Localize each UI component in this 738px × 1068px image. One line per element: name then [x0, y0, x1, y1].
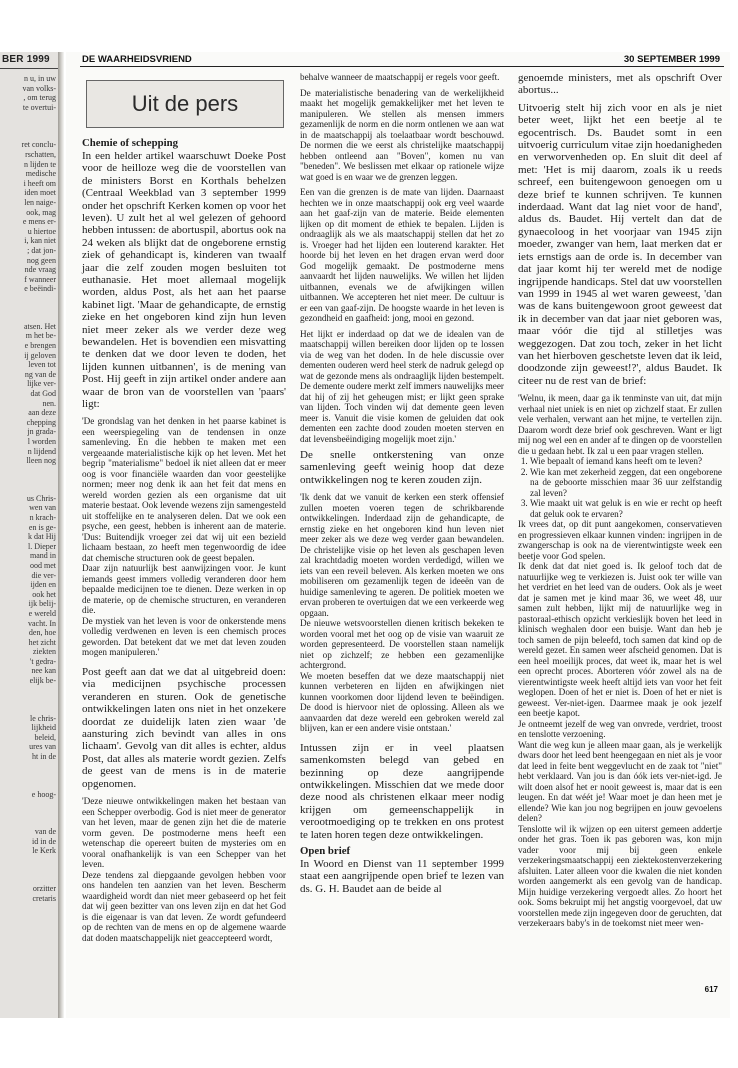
quote-paragraph: Het lijkt er inderdaad op dat we de idealen van de maatschappij willen bereiken door lijden op te lossen via de weg van het doden. In de hele discussie over dementen ouderen werd heel sterk de nadruk gelegd op wat de gezonde mens als ondraaglijk lijden bestempelt. De demente oudere merkt zelf immers nauwelijks meer dat hij of zij het geheugen mist; er lijkt geen sprake van lijden. Toch vinden wij dat demente geen leven meer is. Vanuit die visie komen de geluiden dat ook dementen een zachte dood zouden moeten sterven en dat levensbeëindiging mogelijk moet zijn.' — [300, 328, 504, 444]
previous-page-line: e mens er- — [22, 217, 56, 227]
intro-paragraph: In een helder artikel waarschuwt Doeke Post voor de heilloze weg die de voorstellen van de ministers Borst en Korthals behelzen (Centraal Weekblad van 3 september 1999 onder het opschrift Kerken komen op voor het leven). U zult het al wel gelezen of gehoord hebben intussen: de abortuspil, abortus ook na 24 weken als blijkt dat de ongeborene ernstig ziek of gehandicapt is, kinderen van twaalf jaar die zelf zouden mogen besluiten tot euthanasie. Het moet allemaal mogelijk worden, aldus Post, als het aan het paarse kabinet ligt. 'Maar de gehandicapte, de ernstig zieke en het ongeboren kind zijn hun leven niet meer zeker als we verder deze weg bewandelen. Het is bovendien een misvatting te denken dat we door leven te doden, het lijden kunnen uitbannen', is de mening van Post. Hij geeft in zijn artikel onder andere aan waar de bron van de voorstellen van 'paars' ligt: — [82, 149, 286, 411]
quote-paragraph: Deze tendens zal diepgaande gevolgen hebben voor ons handelen ten aanzien van het leven. Bescherm waardigheid wordt dan niet meer gebaseerd op het feit dat wij geen bezitter van ons leven zijn en dat het God is die eigenaar is van dat leven. Ze wordt gefundeerd op de rechten van de mens en op de algemene waarde dat doden maatschappelijk niet geaccepteerd wordt, — [82, 869, 286, 943]
previous-page-line: lijke ver- — [27, 379, 56, 389]
quote-paragraph: Want die weg kun je alleen maar gaan, als je werkelijk dwars door het leed bent heengegaan en niet als je voor dat leed in feite bent weggevlucht en de zaak tot "niet" hebt verklaard. Van jou is dan óók iets ver-niet-igd. Je wilt doen alsof het er nooit geweest is, maar dat is een leugen. En dat wéét je! Waar moet je dan heen met je ellende? Wie kan jou nog begrijpen en jouw gevoelens delen? — [518, 739, 722, 824]
previous-page-line: n u, in uw — [24, 74, 56, 83]
previous-page-line: us Chris- — [26, 493, 56, 503]
previous-page-line — [0, 762, 56, 790]
quote-paragraph: De nieuwe wetsvoorstellen dienen kritisch bekeken te worden vooral met het oog op de visie van waaruit ze worden gepresenteerd. De voorstellen staan namelijk niet op zichzelf; ze hebben een gezamenlijke achtergrond. — [300, 618, 504, 671]
previous-page-line: wen van — [29, 503, 56, 513]
previous-page-line: ures van — [29, 742, 56, 752]
quote-paragraph: Je ontneemt jezelf de weg van onvrede, verdriet, troost en tenslotte verzoening. — [518, 718, 722, 740]
previous-page-line — [0, 856, 56, 884]
quote-paragraph: 'De grondslag van het denken in het paarse kabinet is een weerspiegeling van de tendensen in onze samenleving. En die hebben te maken met een vergeaande materialistische kijk op het leven. Met het begrip "materialisme" bedoel ik niet alleen dat er meer oog is voor financiële waarden dan voor geestelijke normen; meer nog denk ik aan het feit dat mens en wereld worden gezien als een organisme dat uit materie bestaat. Ook levende wezens zijn samengesteld uit stoffelijke en te analyseren delen. Dat we ook een psyche, een geest, hebben is inherent aan de materie. 'Dus: Buitendijk vroeger zei dat wij uit een bezield lichaam bestaan, zo heeft men tegenwoordig de idee dat chemische structuren ook de geest bepalen. — [82, 416, 286, 563]
column-1 — [82, 72, 286, 951]
list-item: 2. Wie kan met zekerheid zeggen, dat een ongeborene na de geboorte misschien maar 36 uur zelfstandig zal leven? — [530, 467, 722, 499]
previous-page-line: dat God — [30, 389, 56, 399]
body-paragraph: Uitvoerig stelt hij zich voor en als je niet beter weet, lijkt het een beetje al te egocentrisch. Ds. Baudet somt in een uitvoerig curriculum vitae zijn hoedanigheden en verworvenheden op. En sluit dit deel af met: 'Het is mij daarom, zoals ik u reeds schreef, een buitengewoon genoegen om u deze brief te kunnen schrijven. Te kunnen inderdaad. Want dat lag niet voor de hand', aldus ds. Baudet. Hij vertelt dan dat de gynaecoloog in het voorjaar van 1945 zijn moeder, zwanger van hem, laat merken dat er iets ernstigs aan de orde is. In december van dat jaar komt hij ter wereld met de nodige ingrijpende handicaps. Stel dat uw voorstellen van 1999 in 1945 al wet waren geweest, 'dan was de kans buitengewoon groot geweest dat ik in december van dat jaar niet geboren was, maar vóór die tijd al stilletjes was weggezogen. Dat zou toch, zeker in het licht van het hierboven geschetste leven dat ik leid, doodzonde zijn geweest!?', aldus Baudet. Ik citeer nu de rest van de brief: — [518, 101, 722, 387]
quote-paragraph: We moeten beseffen dat we deze maatschappij niet kunnen verbeteren en lijden en afwijkingen niet kunnen voorkomen door lijdend leven te beëindigen. De dood is hiervoor niet de oplossing. Alleen als we aanvaarden dat deze wereld een gebroken wereld zal blijven, kan er een andere visie ontstaan.' — [300, 670, 504, 734]
article-heading: Chemie of schepping — [82, 137, 178, 149]
body-paragraph: Post geeft aan dat we dat al uitgebreid doen: via medicijnen psychische processen veranderen en sturen. Ook de genetische ontwikkelingen laten ons niet in het onzekere doordat ze duidelijk laten zien waar 'de aansturing zich bevindt van alles in ons lichaam'. Gevolg van dit alles is echter, aldus Post, dat alles als materie wordt gezien. Zelfs de geest van de mens is in de materie opgenomen. — [82, 665, 286, 790]
quote-paragraph: Tenslotte wil ik wijzen op een uiterst gemeen addertje onder het gras. Toen ik pas geboren was, kon mijn vader voor mij bij geen enkele verzekeringsmaatschappij een ziektekostenverzekering afsluiten. Later alleen voor die kwalen die niet konden worden aangemerkt als een gevolg van de handicap. Mijn huidige verzekering vergoedt alles. Zo hoort het ook. Soms bekruipt mij het angstig voorgevoel, dat uw voorstellen mede zijn ingegeven door de geruchten, dat verzekeraars baby's in de toekomst niet meer wen- — [518, 823, 722, 929]
list-item: 1. Wie bepaalt of iemand kans heeft om te leven? — [530, 456, 722, 467]
previous-page-line: van de — [34, 827, 56, 837]
previous-page-line: elijk be- — [29, 676, 56, 686]
page-fold-shadow — [58, 52, 64, 1018]
previous-page-line: ij geloven — [24, 350, 56, 360]
quote-paragraph: Ik vrees dat, op dit punt aangekomen, conservatieven en progressieven elkaar kunnen vinden: ingrijpen in de zwangerschap is ook na de vierentwintigste week een beetje voor God spelen. — [518, 519, 722, 561]
previous-page-line: vacht. In — [28, 618, 56, 628]
list-item: 3. Wie maakt uit wat geluk is en wie er recht op heeft dat geluk ook te ervaren? — [530, 498, 722, 519]
running-header-title: DE WAARHEIDSVRIEND — [82, 54, 192, 65]
previous-page-line: iden moet — [24, 188, 56, 198]
previous-page-line — [0, 466, 56, 494]
previous-page-line: , om terug — [23, 93, 56, 103]
previous-page-line: atsen. Het — [24, 321, 56, 331]
previous-page-text — [0, 74, 56, 903]
previous-page-rule — [0, 68, 58, 69]
quote-block-2 — [82, 796, 286, 943]
previous-page-line: chepping — [26, 417, 56, 427]
previous-page-line: en is ge- — [28, 522, 56, 532]
previous-page-line — [0, 294, 56, 322]
quote-paragraph: De mystiek van het leven is voor de onkerstende mens volledig verdwenen en leven is een chemisch proces geworden. Dat betekent dat we met dat leven zouden mogen manipuleren.' — [82, 615, 286, 658]
previous-page-edge — [0, 52, 61, 1018]
previous-page-line — [0, 112, 56, 140]
body-paragraph: De snelle ontkerstening van onze samenleving geeft weinig hoop dat deze ontwikkelingen nog te keren zouden zijn. — [300, 449, 504, 486]
previous-page-header: BER 1999 — [2, 54, 50, 65]
previous-page-line: den, hoe — [28, 628, 56, 638]
quote-block-3 — [300, 492, 504, 734]
previous-page-line: beleid, — [34, 732, 56, 742]
previous-page-line: ijden en — [30, 580, 56, 590]
quote-paragraph: 'Welnu, ik meen, daar ga ik tenminste van uit, dat mijn verhaal niet uniek is en niet op zichzelf staat. Er zullen vele verhalen, verwant aan het mijne, te vertellen zijn. Daarom wordt deze brief ook geschreven. Want er ligt mij nog wel een en ander af te dingen op de voorstellen die u gedaan hebt. Ik zal u een paar vragen stellen. — [518, 393, 722, 456]
previous-page-line: nee kan — [31, 666, 56, 676]
previous-page-line — [0, 799, 56, 827]
quote-block-2-continued — [300, 72, 504, 444]
question-list — [518, 456, 722, 519]
section-title: Uit de pers — [131, 91, 239, 117]
previous-page-line: ret conclu- — [21, 140, 56, 150]
letter-quote-block — [518, 393, 722, 929]
previous-page-line: i heeft om — [23, 178, 56, 188]
previous-page-line: lleen nog — [26, 456, 56, 466]
previous-page-line: nen. — [42, 398, 56, 408]
previous-page-line: aan deze — [28, 408, 56, 418]
previous-page-line: n lijden te — [24, 159, 56, 169]
section-title-box — [86, 80, 284, 128]
body-paragraph: Intussen zijn er in veel plaatsen samenkomsten belegd van gebed en bezinning op deze aangrijpende ontwikkelingen. Misschien dat we mede door deze nood als christenen elkaar meer nodig krijgen om gemeenschappelijk in verootmoediging op te trekken en ons protest te laten horen tegen deze ontwikkelingen. — [300, 741, 504, 841]
previous-page-line: leven tot — [28, 360, 56, 370]
previous-page-line: l worden — [27, 437, 56, 446]
previous-page-line: nde vraag — [24, 265, 56, 275]
previous-page-line: f wanneer — [24, 274, 56, 284]
column-2 — [300, 72, 504, 900]
previous-page-line: lijkheid — [31, 723, 56, 733]
previous-page-line: rschatten, — [25, 149, 56, 159]
quote-paragraph: Ik denk dat dat niet goed is. Ik geloof toch dat de natuurlijke weg te verkiezen is. Juist ook ter wille van het verdriet en het leed van de ouders. Ook als je weet dat je samen met je kind maar 36, we weet 48, uur samen zult hebben, lijkt mij de natuurlijke weg in pastoraal-ethisch opzicht verkieslijk boven het leed in klinisch weghalen door een buisje. Want dan heb je toch samen de pijn beleefd, toch samen dat kind op de wereld gezet. En samen weer afscheid genomen. Dat is een heel moeilijk proces, dat weet ik, maar het is wel een oprecht proces. Aborteren vóór zowel als na de vierentwintigste week heeft altijd iets van voor het feit weglopen. Doen of het er niet is. Doen of het er niet is geweest. Ver-niet-igen. Daarmee maak je ook jezelf een beetje kapot. — [518, 561, 722, 719]
body-paragraph: In Woord en Dienst van 11 september 1999 staat een aangrijpende open brief te lezen van ds. G. H. Baudet aan de beide al — [300, 857, 504, 895]
column-3 — [518, 72, 722, 937]
previous-page-line: die ver- — [31, 570, 56, 580]
previous-page-line: ; dat jon- — [27, 245, 56, 255]
newspaper-page — [66, 52, 730, 1018]
previous-page-line: k dat Hij — [28, 532, 56, 542]
previous-page-line: mand in — [30, 551, 56, 561]
quote-paragraph: 'Ik denk dat we vanuit de kerken een sterk offensief zullen moeten voeren tegen de schrikbarende ontwikkelingen. Inderdaad zijn de gehandicapte, de ernstig zieke en het ongeboren kind hun leven niet meer zeker als we deze weg verder gaan bewandelen. De christelijke visie op het leven als geschapen leven zal krachtdadig moeten worden verdedigd, willen we iets van een reveil beleven. Als kerken moeten we ons mobiliseren om gezamenlijk tegen de ideeën van de huidige samenleving te ageren. De politiek moeten we ervan proberen te overtuigen dat we een verkeerde weg opgaan. — [300, 492, 504, 618]
previous-page-line: medische — [25, 169, 56, 179]
previous-page-line: nog geen — [26, 255, 56, 265]
running-header-date: 30 SEPTEMBER 1999 — [623, 54, 720, 65]
previous-page-line: ziekten — [32, 647, 56, 657]
previous-page-line: l. Dieper — [28, 541, 56, 551]
previous-page-line: le chris- — [30, 713, 56, 723]
quote-paragraph: 'Deze nieuwe ontwikkelingen maken het bestaan van een Schepper overbodig. God is niet meer de generator van het leven, maar de genen zijn het die de materie vorm geven. De postmoderne mens heeft een wetenschap die opereert buiten de mysteries om en vooral onafhankelijk is van een Schepper van het leven. — [82, 796, 286, 869]
quote-paragraph: De materialistische benadering van de werkelijkheid maakt het mogelijk gemakkelijker met het leven te manipuleren. We stellen als mensen immers gezamenlijk de norm en die norm ontlenen we aan wat in de maatschappij als toelaatbaar wordt beschouwd. De normen die we eerst als christelijke maatschappij hebben ontleend aan "Boven", komen nu van "beneden". We beslissen met elkaar op rationele wijze wat goed is en waar we de grenzen leggen. — [300, 87, 504, 182]
previous-page-line: le Kerk — [32, 846, 56, 856]
body-paragraph: genoemde ministers, met als opschrift Over abortus... — [518, 72, 722, 97]
previous-page-line — [0, 686, 56, 714]
previous-page-line: orzitter — [32, 884, 56, 893]
previous-page-line: e hoog- — [31, 789, 56, 799]
previous-page-line: ook het — [32, 589, 56, 599]
header-rule — [80, 66, 724, 67]
previous-page-line: ng van de — [24, 369, 56, 379]
previous-page-line: m het be- — [25, 331, 56, 341]
previous-page-line: i, kan niet — [24, 236, 56, 246]
previous-page-line: te overtui- — [22, 102, 56, 112]
previous-page-line: jn grada- — [27, 427, 56, 437]
previous-page-line: e brengen — [24, 341, 56, 351]
previous-page-line: ht in de — [32, 752, 56, 762]
previous-page-line: ood met — [30, 560, 56, 570]
quote-block-1 — [82, 416, 286, 658]
previous-page-line: het zicht — [28, 637, 56, 647]
previous-page-line: n lijdend — [27, 446, 56, 456]
previous-page-line: 't gedra- — [29, 656, 56, 666]
previous-page-line: id in de — [32, 836, 56, 846]
previous-page-line: van volks- — [22, 83, 56, 93]
previous-page-line: n krach- — [29, 512, 56, 522]
previous-page-line: e beëindi- — [24, 284, 56, 294]
previous-page-line: e wereld — [28, 608, 56, 618]
previous-page-line: ook, mag — [26, 207, 56, 217]
previous-page-line: ijk belij- — [28, 599, 56, 609]
subheading-open-brief: Open brief — [300, 844, 351, 857]
previous-page-line: u hiertoe — [27, 226, 56, 236]
quote-paragraph: Daar zijn natuurlijk best aanwijzingen voor. Je kunt iemands geest immers volledig veranderen door hem bepaalde medicijnen toe te dienen. Deze werken in op de materie, op de chemische structuren, en veranderen die. — [82, 563, 286, 616]
quote-paragraph: Een van die grenzen is de mate van lijden. Daarnaast hechten we in onze maatschappij ook erg veel waarde aan het gaaf-zijn van de materie. Beide elementen lijken op dit moment de ethiek te bepalen. Lijden is ondraaglijk als we als maatschappij stellen dat het zo is. Vroeger had het lijden een louterend karakter. Het hoorde bij het leven en het dragen ervan werd door God mogelijk gemaakt. De postmoderne mens aanvaardt het lijden nauwelijks. We willen het lijden uitbannen, evenals we de afwijkingen willen uitbannen. We accepteren het niet meer. De cultuur is er een van gaaf-zijn. De hoogste waarde in het leven is gezondheid en gaafheid: jong, mooi en gezond. — [300, 187, 504, 323]
quote-paragraph: behalve wanneer de maatschappij er regels voor geeft. — [300, 72, 500, 82]
previous-page-line: cretaris — [32, 893, 56, 903]
page-number: 617 — [704, 985, 718, 994]
previous-page-line: len naige- — [24, 197, 56, 207]
